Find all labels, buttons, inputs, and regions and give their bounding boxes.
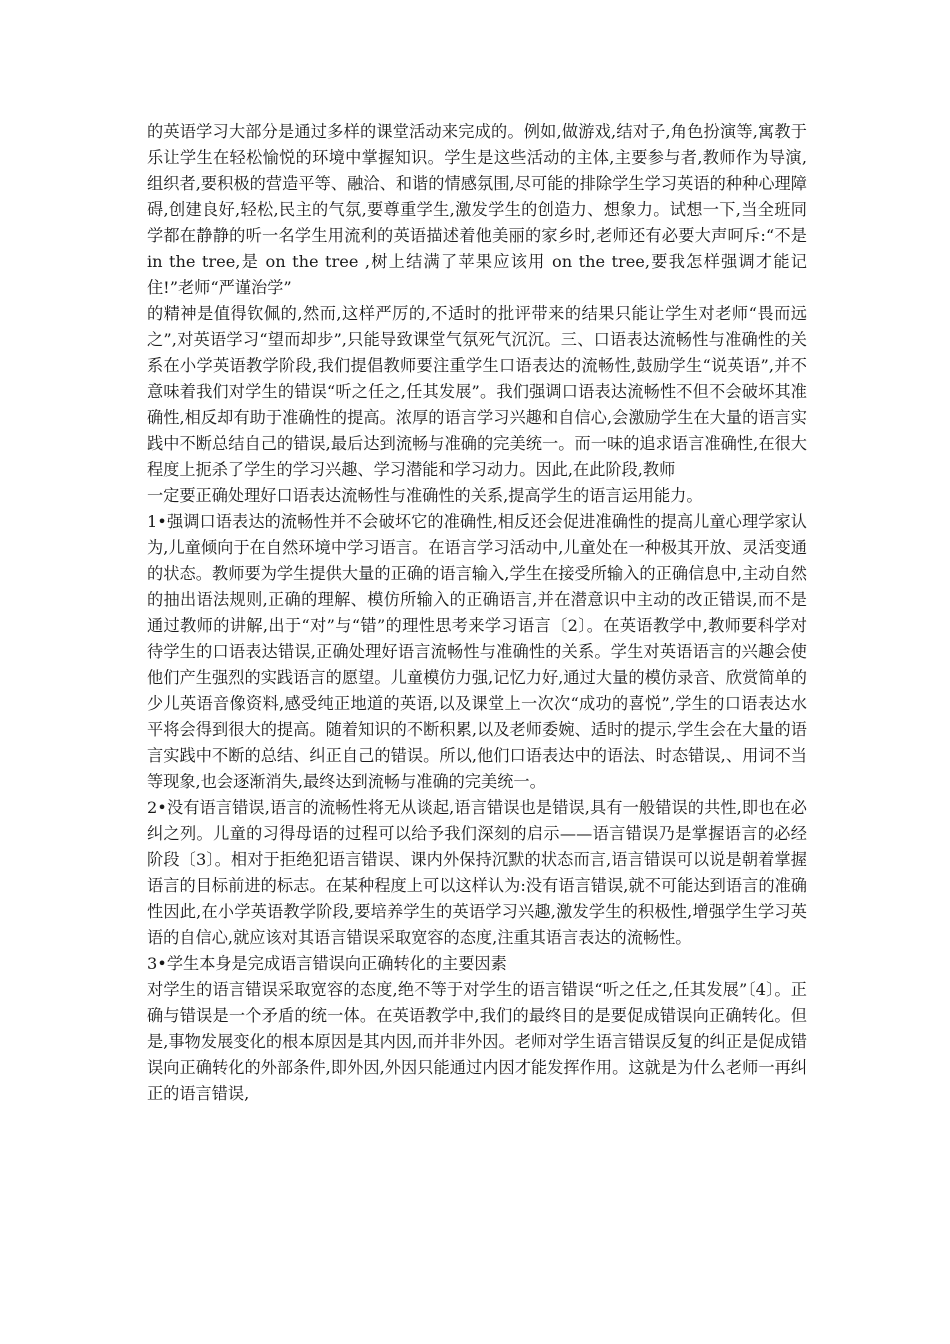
section-2-paragraph: 2•没有语言错误,语言的流畅性将无从谈起,语言错误也是错误,具有一般错误的共性,即也在必纠之列。儿童的习得母语的过程可以给予我们深刻的启示——语言错误乃是掌握语言的必经阶段〔3〕。相对于拒绝犯语言错误、课内外保持沉默的状态而言,语言错误可以说是朝着掌握语言的目标前进的标志。在某种程度上可以这样认为:没有语言错误,就不可能达到语言的准确性因此,在小学英语教学阶段,要培养学生的英语学习兴趣,激发学生的积极性,增强学生学习英语的自信心,就应该对其语言错误采取宽容的态度,注重其语言表达的流畅性。 [147, 798, 807, 947]
section-1-paragraph: 1•强调口语表达的流畅性并不会破坏它的准确性,相反还会促进准确性的提高儿童心理学家认为,儿童倾向于在自然环境中学习语言。在语言学习活动中,儿童处在一种极其开放、灵活变通的状态。教师要为学生提供大量的正确的语言输入,学生在接受所输入的正确信息中,主动自然的抽出语法规则,正确的理解、模仿所输入的正确语言,并在潜意识中主动的改正错误,而不是通过教师的讲解,出于“对”与“错”的理性思考来学习语言〔2〕。在英语教学中,教师要科学对待学生的口语表达错误,正确处理好语言流畅性与准确性的关系。学生对英语语言的兴趣会使他们产生强烈的实践语言的愿望。儿童模仿力强,记忆力好,通过大量的模仿录音、欣赏简单的少儿英语音像资料,感受纯正地道的英语,以及课堂上一次次“成功的喜悦”,学生的口语表达水平将会得到很大的提高。随着知识的不断积累,以及老师委婉、适时的提示,学生会在大量的语言实践中不断的总结、纠正自己的错误。所以,他们口语表达中的语法、时态错误,、用词不当等现象,也会逐渐消失,最终达到流畅与准确的完美统一。 [147, 512, 807, 791]
section-3-heading: 3•学生本身是完成语言错误向正确转化的主要因素 [147, 954, 507, 973]
document-body [147, 119, 807, 1107]
paragraph-1: 的英语学习大部分是通过多样的课堂活动来完成的。例如,做游戏,结对子,角色扮演等,寓教于乐让学生在轻松愉悦的环境中掌握知识。学生是这些活动的主体,主要参与者,教师作为导演,组织者,要积极的营造平等、融洽、和谐的情感氛围,尽可能的排除学生学习英语的种种心理障碍,创建良好,轻松,民主的气氛,要尊重学生,激发学生的创造力、想象力。试想一下,当全班同学都在静静的听一名学生用流利的英语描述着他美丽的家乡时,老师还有必要大声呵斥:“不是 in the tree,是 on the tree ,树上结满了苹果应该用 on the tree,要我怎样强调才能记住!”老师“严谨治学” [147, 122, 807, 297]
paragraph-3: 一定要正确处理好口语表达流畅性与准确性的关系,提高学生的语言运用能力。 [147, 486, 703, 505]
paragraph-2: 的精神是值得钦佩的,然而,这样严厉的,不适时的批评带来的结果只能让学生对老师“畏而远之”,对英语学习“望而却步”,只能导致课堂气氛死气沉沉。三、口语表达流畅性与准确性的关系在小学英语教学阶段,我们提倡教师要注重学生口语表达的流畅性,鼓励学生“说英语”,并不意味着我们对学生的错误“听之任之,任其发展”。我们强调口语表达流畅性不但不会破坏其准确性,相反却有助于准确性的提高。浓厚的语言学习兴趣和自信心,会激励学生在大量的语言实践中不断总结自己的错误,最后达到流畅与准确的完美统一。而一味的追求语言准确性,在很大程度上扼杀了学生的学习兴趣、学习潜能和学习动力。因此,在此阶段,教师 [147, 304, 807, 479]
section-3-paragraph: 对学生的语言错误采取宽容的态度,绝不等于对学生的语言错误“听之任之,任其发展”〔4〕。正确与错误是一个矛盾的统一体。在英语教学中,我们的最终目的是要促成错误向正确转化。但是,事物发展变化的根本原因是其内因,而并非外因。老师对学生语言错误反复的纠正是促成错误向正确转化的外部条件,即外因,外因只能通过内因才能发挥作用。这就是为什么老师一再纠正的语言错误, [147, 980, 807, 1103]
